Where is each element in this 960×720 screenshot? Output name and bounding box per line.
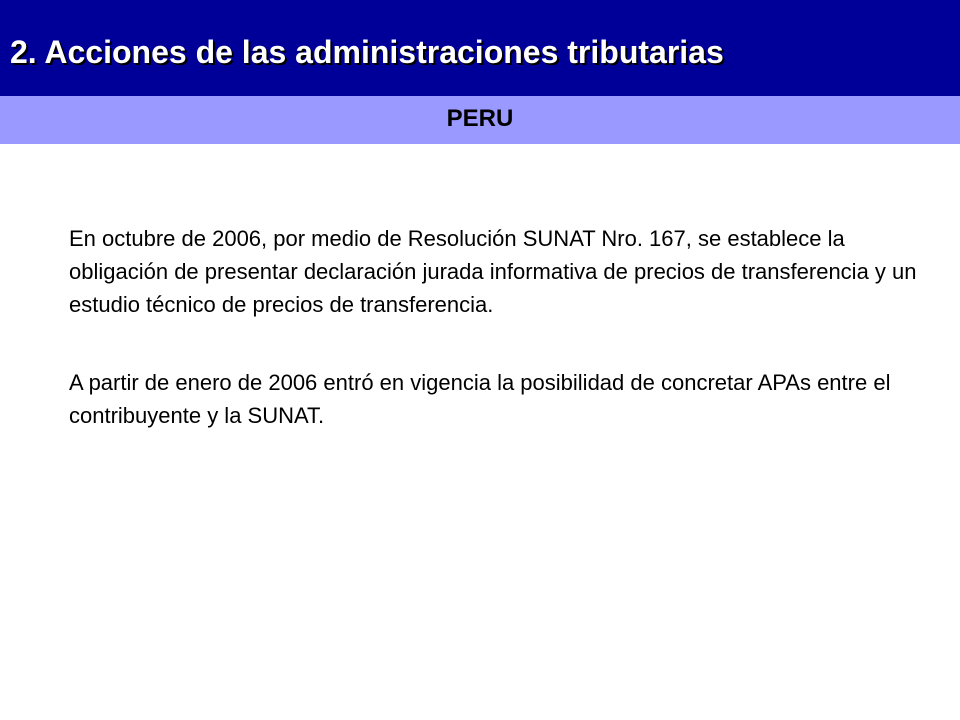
subtitle-bar xyxy=(0,96,960,144)
slide-title: 2. Acciones de las administraciones tributarias xyxy=(10,34,724,70)
paragraph-resolucion-sunat: En octubre de 2006, por medio de Resolución SUNAT Nro. 167, se establece la obligación de presentar declaración jurada informativa de precios de transferencia y un estudio técnico de precios de transferencia. xyxy=(69,226,917,317)
title-bar xyxy=(0,0,960,96)
slide-subtitle: PERU xyxy=(446,105,514,132)
paragraph-apas: A partir de enero de 2006 entró en vigencia la posibilidad de concretar APAs entre el contribuyente y la SUNAT. xyxy=(69,370,891,428)
